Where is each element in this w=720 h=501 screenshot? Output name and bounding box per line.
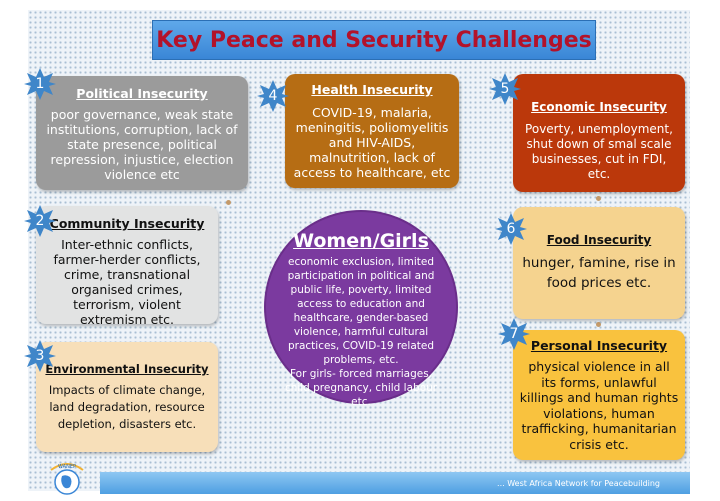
card-body: hunger, famine, rise in food prices etc. [522,255,676,291]
card-economic-insecurity [513,74,685,192]
card-environmental-insecurity [36,342,218,452]
connector-dot [596,196,601,201]
badge-number: 7 [509,326,519,342]
title-bar [152,20,596,60]
card-heading: Environmental Insecurity [45,362,209,376]
card-heading: Economic Insecurity [531,100,667,114]
footer-text: ... West Africa Network for Peacebuilding [497,478,660,488]
badge-number: 3 [35,348,45,364]
card-personal-insecurity [513,330,685,460]
card-body: poor governance, weak state institutions, corruption, lack of state presence, political repression, injustice, election violence etc [46,107,238,182]
card-food-insecurity [513,207,685,319]
badge-number: 6 [506,221,516,237]
card-body: Poverty, unemployment, shut down of smal scale businesses, cut in FDI, etc. [525,122,673,181]
card-heading: Community Insecurity [49,216,205,231]
globe-logo-icon [46,460,88,496]
card-heading: Personal Insecurity [530,338,668,353]
center-circle-women-girls [266,212,456,408]
card-community-insecurity [36,206,218,327]
number-badge-7 [498,318,530,350]
footer-bar [100,472,690,494]
center-body: economic exclusion, limited participation in political and public life, poverty, limited access to education and healthcare, gender-based violence, harmful cultural practices, COVID-19 related problems, etc. [287,256,435,366]
number-badge-3 [24,340,56,372]
number-badge-1 [24,68,56,100]
badge-number: 2 [35,213,45,229]
number-badge-2 [24,205,56,237]
logo-wordmark: WANEP [57,464,77,470]
center-girls-text: For girls- forced marriages, child pregnancy, child labour etc. [284,368,438,408]
card-heading: Food Insecurity [546,233,652,247]
connector-dot [226,200,231,205]
badge-number: 5 [500,81,510,97]
slide-title: Key Peace and Security Challenges [156,27,592,53]
card-political-insecurity [36,76,248,190]
card-health-insecurity [285,74,459,188]
card-heading: Political Insecurity [76,86,208,101]
number-badge-4 [257,80,289,112]
number-badge-6 [495,213,527,245]
number-badge-5 [489,73,521,105]
card-body: physical violence in all its forms, unlawful killings and human rights violations, human trafficking, humanitarian crisis etc. [519,359,679,452]
card-heading: Health Insecurity [311,82,433,97]
card-body: Inter-ethnic conflicts, farmer-herder conflicts, crime, transnational organised crimes, terrorism, violent extremism etc. [53,237,201,327]
connector-dot [596,322,601,327]
badge-number: 1 [35,76,45,92]
wanep-logo [46,460,88,496]
card-body: COVID-19, malaria, meningitis, poliomyelitis and HIV-AIDS, malnutrition, lack of access to healthcare, etc [293,105,451,180]
card-body: Impacts of climate change, land degradation, resource depletion, disasters etc. [48,383,206,431]
badge-number: 4 [268,88,278,104]
center-title: Women/Girls [293,230,429,252]
